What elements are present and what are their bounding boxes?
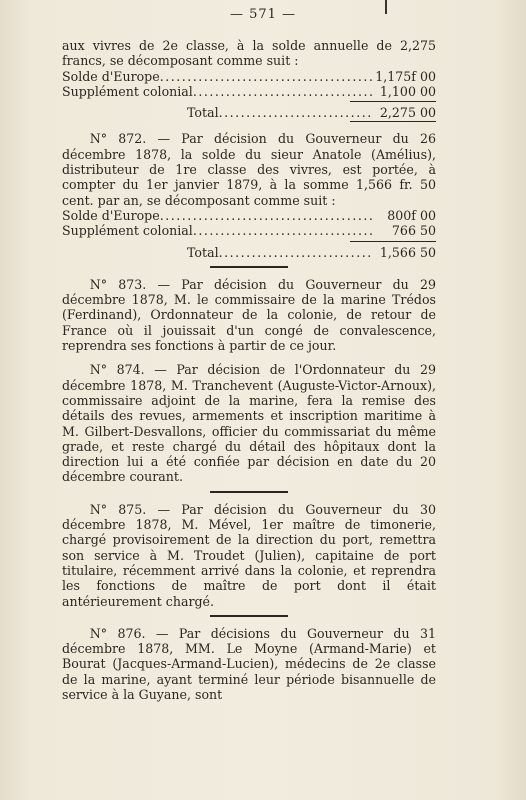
entry-872: N° 872. — Par décision du Gouverneur du 26 décembre 1878, la solde du sieur Anatole (Amélius), distributeur de 1re classe des vivres, est portée, à compter du 1er janvier 1879, à la somme 1,566 fr. 50 cent. par an, se décomposant comme suit :	[62, 131, 436, 208]
total-label: Total	[187, 105, 219, 121]
dot-leader	[219, 245, 372, 260]
row-amount: 800f 00	[387, 207, 436, 223]
sum-rule	[350, 101, 436, 102]
intro-row-supplement	[62, 84, 436, 99]
entry-872-row-supplement	[62, 223, 436, 238]
dot-leader	[219, 105, 372, 120]
entry-876: N° 876. — Par décisions du Gouverneur du 31 décembre 1878, MM. Le Moyne (Armand-Marie) et Bourat (Jacques-Armand-Lucien), médecins de 2e classe de la marine, ayant terminé leur période bisannuelle de service à la Guyane, sont	[62, 625, 436, 702]
spacer	[62, 122, 436, 131]
entry-873: N° 873. — Par décision du Gouverneur du 29 décembre 1878, M. le commissaire de la marine Trédos (Ferdinand), Ordonnateur de la colonie, de retour de France où il jouissait d'un congé de convalescence, reprendra ses fonctions à partir de ce jour.	[62, 276, 436, 354]
dot-leader	[193, 84, 372, 99]
row-amount: 1,100 00	[379, 83, 436, 99]
section-separator	[210, 266, 288, 268]
dot-leader	[160, 69, 372, 84]
dot-leader	[193, 223, 372, 238]
entry-875: N° 875. — Par décision du Gouverneur du 30 décembre 1878, M. Mével, 1er maître de timonerie, chargé provisoirement de la direction du port, remettra son service à M. Troudet (Julien), capitaine de port titulaire, récemment arrivé dans la colonie, et reprendra les fonctions de maître de port dont il était antérieurement chargé.	[62, 501, 436, 609]
row-label: Supplément colonial	[62, 223, 193, 239]
section-separator	[210, 615, 288, 617]
intro-row-solde	[62, 69, 436, 84]
total-amount: 1,566 50	[379, 244, 436, 260]
spacer	[62, 353, 436, 362]
row-label: Supplément colonial	[62, 83, 193, 99]
row-amount: 766 50	[391, 223, 436, 239]
row-label: Solde d'Europe	[62, 68, 160, 84]
section-separator	[210, 491, 288, 493]
total-amount: 2,275 00	[379, 105, 436, 121]
sum-rule	[350, 241, 436, 242]
row-label: Solde d'Europe	[62, 207, 160, 223]
entry-872-total-row	[62, 245, 436, 260]
entry-874: N° 874. — Par décision de l'Ordonnateur du 29 décembre 1878, M. Tranchevent (Auguste-Victor-Arnoux), commissaire adjoint de la marine, fera la remise des détails des revues, armements et inscription maritime à M. Gilbert-Desvallons, officier du commissariat du même grade, et reste chargé du détail des hôpitaux dont la direction lui a été confiée par décision en date du 20 décembre courant.	[62, 362, 436, 485]
entry-872-row-solde	[62, 208, 436, 223]
dot-leader	[160, 208, 372, 223]
row-amount: 1,175f 00	[375, 68, 436, 84]
page-body	[62, 38, 436, 702]
total-label: Total	[187, 244, 219, 260]
intro-paragraph: aux vivres de 2e classe, à la solde annuelle de 2,275 francs, se décomposant comme suit :	[62, 38, 436, 69]
page-number: — 571 —	[229, 7, 297, 22]
intro-total-row	[62, 105, 436, 120]
